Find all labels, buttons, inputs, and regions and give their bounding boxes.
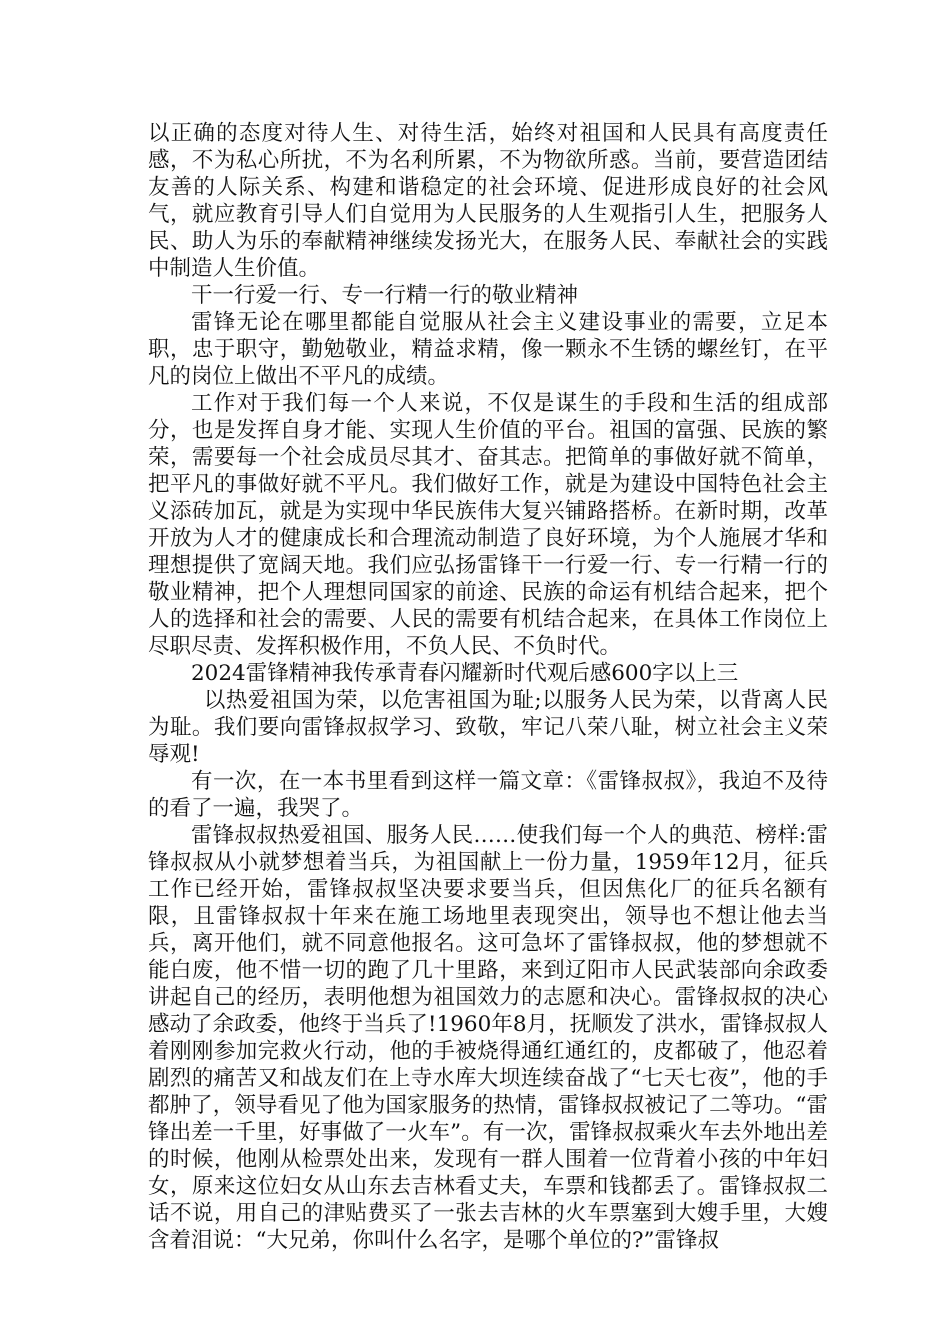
paragraph-work-value: 工作对于我们每一个人来说，不仅是谋生的手段和生活的组成部分，也是发挥自身才能、实现人生价值的平台。祖国的富强、民族的繁荣，需要每一个社会成员尽其才、奋其志。把简单的事做好就不简单，把平凡的事做好就不平凡。我们做好工作，就是为建设中国特色社会主义添砖加瓦，就是为实现中华民族伟大复兴铺路搭桥。在新时期，改革开放为人才的健康成长和合理流动制造了良好环境，为个人施展才华和理想提供了宽阔天地。我们应弘扬雷锋干一行爱一行、专一行精一行的敬业精神，把个人理想同国家的前途、民族的命运有机结合起来，把个人的选择和社会的需要、人民的需要有机结合起来，在具体工作岗位上尽职尽责、发挥积极作用，不负人民、不负时代。 [148,391,828,659]
paragraph-lei-feng-story: 雷锋叔叔热爱祖国、服务人民……使我们每一个人的典范、榜样:雷锋叔叔从小就梦想着当兵，为祖国献上一份力量，1959年12月，征兵工作已经开始，雷锋叔叔坚决要求要当兵，但因焦化厂的征兵名额有限，且雷锋叔叔十年来在施工场地里表现突出，领导也不想让他去当兵，离开他们，就不同意他报名。这可急坏了雷锋叔叔，他的梦想就不能白废，他不惜一切的跑了几十里路，来到辽阳市人民武装部向余政委讲起自己的经历，表明他想为祖国效力的志愿和决心。雷锋叔叔的决心感动了余政委，他终于当兵了!1960年8月，抚顺发了洪水，雷锋叔叔人着刚刚参加完救火行动，他的手被烧得通红通红的，皮都破了，他忍着剧烈的痛苦又和战友们在上寺水库大坝连续奋战了“七天七夜”，他的手都肿了，领导看见了他为国家服务的热情，雷锋叔叔被记了二等功。“雷锋出差一千里，好事做了一火车”。有一次，雷锋叔叔乘火车去外地出差的时候，他刚从检票处出来，发现有一群人围着一位背着小孩的中年妇女，原来这位妇女从山东去吉林看丈夫，车票和钱都丢了。雷锋叔叔二话不说，用自己的津贴费买了一张去吉林的火车票塞到大嫂手里，大嫂含着泪说：“大兄弟，你叫什么名字，是哪个单位的?”雷锋叔 [148,823,828,1253]
paragraph-reading-article: 有一次，在一本书里看到这样一篇文章：《雷锋叔叔》，我迫不及待的看了一遍，我哭了。 [148,769,828,821]
section-heading-dedication: 干一行爱一行、专一行精一行的敬业精神 [191,283,579,308]
document-body [148,120,828,1254]
paragraph-honor-shame: 以热爱祖国为荣，以危害祖国为耻;以服务人民为荣，以背离人民为耻。我们要向雷锋叔叔学习、致敬，牢记八荣八耻，树立社会主义荣辱观! [148,688,828,767]
paragraph-attitude: 以正确的态度对待人生、对待生活，始终对祖国和人民具有高度责任感，不为私心所扰，不为名利所累，不为物欲所惑。当前，要营造团结友善的人际关系、构建和谐稳定的社会环境、促进形成良好的社会风气，就应教育引导人们自觉用为人民服务的人生观指引人生，把服务人民、助人为乐的奉献精神继续发扬光大，在服务人民、奉献社会的实践中制造人生价值。 [148,121,828,281]
paragraph-lei-feng-duty: 雷锋无论在哪里都能自觉服从社会主义建设事业的需要，立足本职，忠于职守，勤勉敬业，精益求精，像一颗永不生锈的螺丝钉，在平凡的岗位上做出不平凡的成绩。 [148,310,828,389]
section-heading-essay-three: 2024雷锋精神我传承青春闪耀新时代观后感600字以上三 [191,661,739,686]
